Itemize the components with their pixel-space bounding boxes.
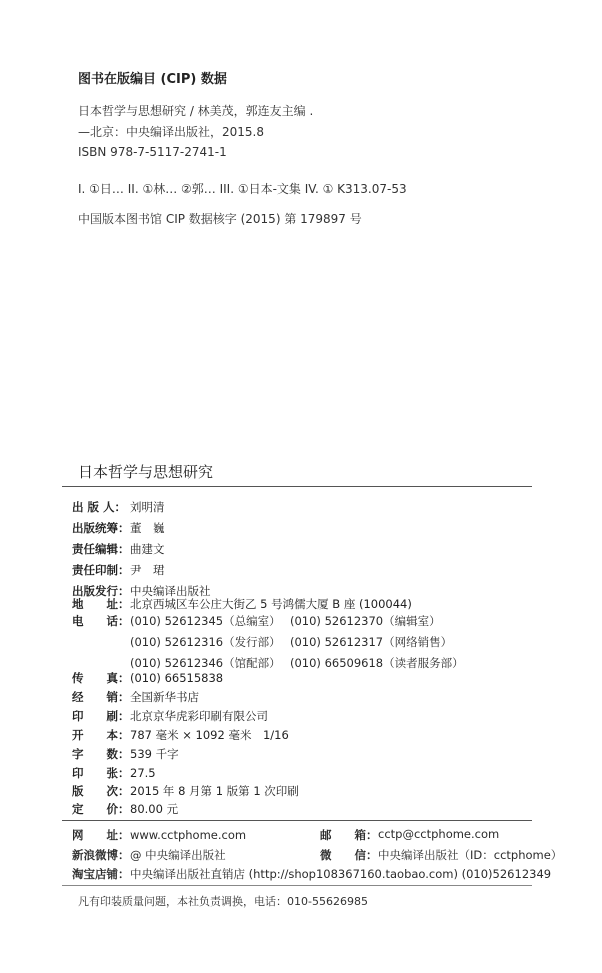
- phone-entry: (010) 66509618（读者服务部）: [290, 656, 464, 670]
- credit-row-phone: [72, 613, 130, 629]
- online-label: 网 址：: [72, 828, 130, 842]
- detail-value: 北京京华虎彩印刷有限公司: [130, 709, 268, 723]
- phone-row: [130, 655, 464, 671]
- credit-row-publisher: [72, 499, 165, 515]
- detail-label: 经 销：: [72, 690, 130, 704]
- weibo-value: @ 中央编译出版社: [130, 848, 226, 862]
- online-label: 邮 箱：: [320, 828, 378, 842]
- book-title: 日本哲学与思想研究: [78, 463, 214, 481]
- phone-entry: (010) 52612317（网络销售）: [290, 635, 453, 649]
- website-link[interactable]: www.cctphome.com: [130, 828, 247, 842]
- detail-value: 2015 年 8 月第 1 版第 1 次印刷: [130, 784, 299, 798]
- cip-line-title: 日本哲学与思想研究 / 林美茂，郭连友主编 .: [78, 104, 314, 118]
- details-divider: [62, 820, 532, 821]
- phone-entry: (010) 52612345（总编室）: [130, 614, 281, 628]
- credit-row-print-manager: [72, 562, 165, 578]
- detail-row-printer: [72, 708, 268, 724]
- detail-row-word-count: [72, 746, 179, 762]
- detail-label: 印 张：: [72, 766, 130, 780]
- credit-label: 地 址：: [72, 597, 130, 611]
- online-label: 淘宝店铺：: [72, 867, 130, 881]
- credit-label: 出 版 人：: [72, 500, 127, 514]
- credit-value: 北京西城区车公庄大街乙 5 号鸿儒大厦 B 座 (100044): [130, 597, 412, 611]
- phone-entry: (010) 52612370（编辑室）: [290, 614, 441, 628]
- online-row-taobao: [72, 866, 551, 882]
- detail-label: 印 刷：: [72, 709, 130, 723]
- detail-row-format: [72, 727, 289, 743]
- cip-title: 图书在版编目 (CIP) 数据: [78, 72, 227, 87]
- detail-row-fax: [72, 670, 223, 686]
- detail-row-sheets: [72, 765, 156, 781]
- detail-label: 开 本：: [72, 728, 130, 742]
- phone-row: [130, 613, 441, 629]
- title-divider: [62, 486, 532, 487]
- online-label: 新浪微博：: [72, 848, 130, 862]
- detail-value: (010) 66515838: [130, 671, 224, 685]
- detail-value: 539 千字: [130, 747, 179, 761]
- phone-entry: (010) 52612316（发行部）: [130, 635, 281, 649]
- detail-value: 全国新华书店: [130, 690, 199, 704]
- detail-label: 字 数：: [72, 747, 130, 761]
- cip-line-isbn: ISBN 978-7-5117-2741-1: [78, 145, 227, 159]
- detail-value: 27.5: [130, 766, 156, 780]
- credit-label: 出版发行：: [72, 584, 130, 598]
- footer-divider: [62, 885, 532, 886]
- credit-value: 刘明清: [130, 500, 165, 514]
- online-row-weibo: [72, 847, 563, 863]
- credit-label: 责任编辑：: [72, 542, 130, 556]
- email-link[interactable]: cctp@cctphome.com: [378, 827, 500, 841]
- detail-value: 80.00 元: [130, 802, 179, 816]
- detail-row-price: [72, 801, 178, 817]
- detail-row-edition: [72, 783, 299, 799]
- detail-value: 787 毫米 × 1092 毫米 1/16: [130, 728, 289, 742]
- credit-value: 曲建文: [130, 542, 165, 556]
- credit-row-editor: [72, 541, 165, 557]
- credit-value: 尹 珺: [130, 563, 165, 577]
- taobao-shop-link[interactable]: 中央编译出版社直销店 (http://shop108367160.taobao.com) (010)52612349: [130, 867, 552, 881]
- cip-line-classification: I. ①日… II. ①林… ②郭… III. ①日本-文集 IV. ① K313.07-53: [78, 182, 407, 196]
- credit-label: 责任印制：: [72, 563, 130, 577]
- phone-entry: (010) 52612346（馆配部）: [130, 656, 281, 670]
- phone-row: [130, 634, 453, 650]
- quality-notice: 凡有印装质量问题，本社负责调换，电话：010-55626985: [78, 895, 368, 908]
- cip-line-record-number: 中国版本图书馆 CIP 数据核字 (2015) 第 179897 号: [78, 212, 362, 226]
- credit-row-address: [72, 596, 412, 612]
- detail-label: 版 次：: [72, 784, 130, 798]
- credit-value: 董 巍: [130, 521, 165, 535]
- credit-value: 中央编译出版社: [130, 584, 211, 598]
- wechat-value: 中央编译出版社（ID：cctphome）: [378, 848, 563, 862]
- credit-label: 出版统筹：: [72, 521, 130, 535]
- cip-line-publisher: —北京：中央编译出版社，2015.8: [78, 125, 264, 139]
- online-row-website: [72, 827, 500, 843]
- detail-label: 定 价：: [72, 802, 130, 816]
- online-label: 微 信：: [320, 848, 378, 862]
- detail-label: 传 真：: [72, 671, 130, 685]
- credit-label: 电 话：: [72, 614, 130, 628]
- credit-row-coordinator: [72, 520, 165, 536]
- detail-row-seller: [72, 689, 199, 705]
